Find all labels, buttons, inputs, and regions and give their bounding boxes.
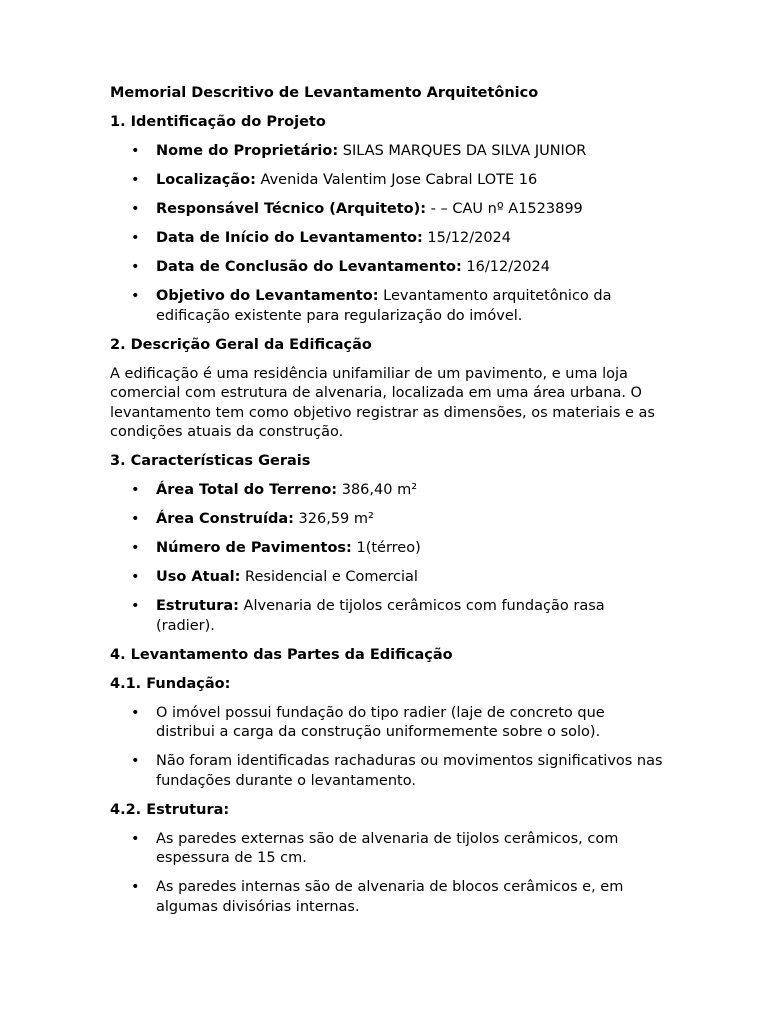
bullet-icon: • bbox=[131, 288, 140, 304]
bullet-icon: • bbox=[131, 598, 140, 614]
list-item bbox=[110, 830, 668, 869]
item-value: 16/12/2024 bbox=[461, 259, 550, 275]
bullet-icon: • bbox=[131, 511, 140, 527]
list-item bbox=[110, 481, 668, 501]
bullet-icon: • bbox=[131, 704, 140, 721]
item-value: 386,40 m² bbox=[337, 482, 418, 498]
section-4-1-heading: 4.1. Fundação: bbox=[110, 675, 231, 692]
list-item bbox=[110, 597, 668, 636]
item-label: Número de Pavimentos: bbox=[156, 540, 352, 556]
section-4-heading: 4. Levantamento das Partes da Edificação bbox=[110, 646, 453, 663]
item-value: Levantamento arquitetônico da edificação existente para regularização do imóvel. bbox=[156, 288, 612, 324]
item-value: - – CAU nº A1523899 bbox=[426, 201, 583, 217]
bullet-icon: • bbox=[131, 830, 140, 847]
list-item bbox=[110, 229, 668, 249]
section-3-list bbox=[110, 481, 668, 636]
item-value: SILAS MARQUES DA SILVA JUNIOR bbox=[338, 143, 587, 159]
item-label: Objetivo do Levantamento: bbox=[156, 288, 379, 304]
section-1-heading: 1. Identificação do Projeto bbox=[110, 114, 326, 130]
item-label: Área Total do Terreno: bbox=[156, 482, 338, 498]
item-value: Residencial e Comercial bbox=[240, 569, 418, 585]
section-4-2-list bbox=[110, 830, 668, 918]
bullet-icon: • bbox=[131, 753, 140, 769]
section-1-list bbox=[110, 142, 668, 326]
item-label: Estrutura: bbox=[156, 598, 239, 614]
item-label: Uso Atual: bbox=[156, 569, 241, 585]
item-label: Data de Início do Levantamento: bbox=[156, 230, 423, 246]
section-3-heading: 3. Características Gerais bbox=[110, 453, 311, 469]
list-item bbox=[110, 142, 668, 162]
list-item bbox=[110, 568, 668, 588]
list-item bbox=[110, 287, 668, 326]
item-value: Alvenaria de tijolos cerâmicos com fundação rasa (radier). bbox=[156, 598, 605, 634]
list-item bbox=[110, 752, 668, 791]
item-text: O imóvel possui fundação do tipo radier (laje de concreto que distribui a carga da construção uniformemente sobre o solo). bbox=[156, 704, 605, 740]
item-label: Área Construída: bbox=[156, 511, 294, 527]
list-item bbox=[110, 539, 668, 559]
bullet-icon: • bbox=[131, 540, 140, 556]
section-4-1-list bbox=[110, 704, 668, 792]
list-item bbox=[110, 878, 668, 917]
item-label: Nome do Proprietário: bbox=[156, 143, 339, 159]
item-value: 326,59 m² bbox=[293, 511, 374, 527]
list-item bbox=[110, 258, 668, 278]
item-text: As paredes internas são de alvenaria de blocos cerâmicos e, em algumas divisórias internas. bbox=[156, 879, 624, 915]
item-label: Localização: bbox=[156, 172, 256, 188]
item-value: 1(térreo) bbox=[351, 540, 421, 556]
list-item bbox=[110, 704, 668, 743]
bullet-icon: • bbox=[131, 482, 140, 498]
item-value: Avenida Valentim Jose Cabral LOTE 16 bbox=[255, 172, 538, 188]
bullet-icon: • bbox=[131, 879, 140, 895]
bullet-icon: • bbox=[131, 230, 140, 246]
bullet-icon: • bbox=[131, 259, 140, 275]
item-text: As paredes externas são de alvenaria de tijolos cerâmicos, com espessura de 15 cm. bbox=[156, 830, 619, 866]
bullet-icon: • bbox=[131, 201, 140, 217]
bullet-icon: • bbox=[131, 143, 140, 159]
list-item bbox=[110, 200, 668, 220]
section-4-2-heading: 4.2. Estrutura: bbox=[110, 801, 230, 818]
document-title: Memorial Descritivo de Levantamento Arquitetônico bbox=[110, 85, 539, 101]
list-item bbox=[110, 171, 668, 191]
bullet-icon: • bbox=[131, 569, 140, 585]
section-2-heading: 2. Descrição Geral da Edificação bbox=[110, 336, 372, 353]
item-text: Não foram identificadas rachaduras ou movimentos significativos nas fundações durante o levantamento. bbox=[156, 753, 663, 789]
item-label: Responsável Técnico (Arquiteto): bbox=[156, 201, 427, 217]
item-value: 15/12/2024 bbox=[422, 230, 511, 246]
item-label: Data de Conclusão do Levantamento: bbox=[156, 259, 462, 275]
list-item bbox=[110, 510, 668, 530]
bullet-icon: • bbox=[131, 172, 140, 188]
section-2-paragraph: A edificação é uma residência unifamiliar de um pavimento, e uma loja comercial com estrutura de alvenaria, localizada em uma área urbana. O levantamento tem como objetivo registrar as dimensões, os materiais e as condições atuais da construção. bbox=[110, 365, 655, 440]
